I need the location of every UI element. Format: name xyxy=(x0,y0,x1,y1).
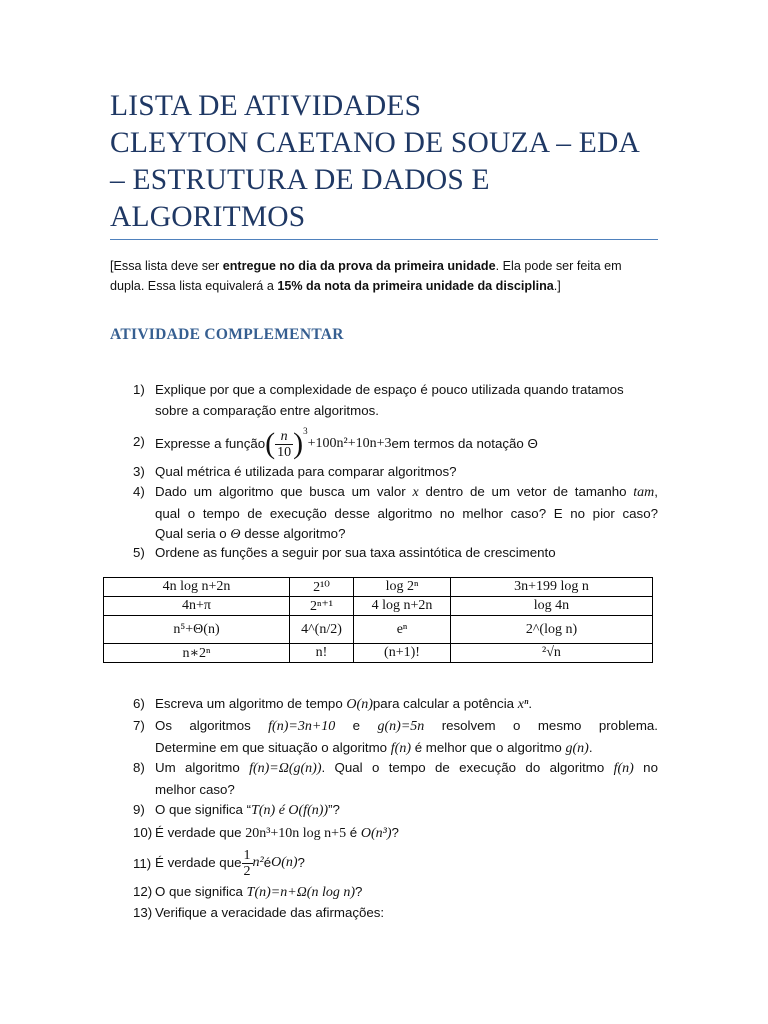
text-run: no xyxy=(633,760,658,775)
question-number: 5) xyxy=(133,545,145,560)
table-cell: 4n+π xyxy=(104,597,290,616)
title-line-3: – ESTRUTURA DE DADOS E xyxy=(110,164,490,196)
question-number: 3) xyxy=(133,464,145,479)
math-expression: T(n) é O(f(n)) xyxy=(251,803,329,818)
table-cell: (n+1)! xyxy=(354,644,451,663)
math-expression: g(n)=5n xyxy=(377,719,425,734)
math-expression: f(n)=3n+10 xyxy=(268,719,336,734)
question-text-line: sobre a comparação entre algoritmos. xyxy=(155,402,379,418)
intro-paragraph xyxy=(110,257,655,296)
math-expression: O(n³) xyxy=(360,826,392,841)
math-expression: T(n)=n+Ω(n log n) xyxy=(246,885,355,900)
question-text: Expresse a função xyxy=(155,436,266,452)
text-run: . xyxy=(528,696,533,711)
fraction-numerator: n xyxy=(275,429,293,445)
question-11 xyxy=(133,845,658,881)
question-text: é xyxy=(263,855,272,870)
question-text-line xyxy=(155,716,658,738)
table-cell: log 2ⁿ xyxy=(354,578,451,597)
text-run: Determine em que situação o algoritmo xyxy=(155,739,391,755)
text-run: desse algoritmo? xyxy=(240,526,346,541)
math-expression: n² xyxy=(252,855,264,870)
text-run: resolvem o mesmo problema. xyxy=(424,718,658,733)
intro-bold-1: entregue no dia da prova da primeira unidade xyxy=(222,259,496,273)
paren-right: ) xyxy=(293,427,304,461)
text-run: para calcular a potência xyxy=(372,696,518,711)
fraction-denominator: 10 xyxy=(277,444,292,460)
question-text-line xyxy=(155,738,658,760)
fraction xyxy=(242,848,253,879)
question-text-line: melhor caso? xyxy=(155,781,235,797)
text-run: ”? xyxy=(328,802,340,817)
question-number: 13) xyxy=(133,905,153,920)
text-run: dentro de um vetor de tamanho xyxy=(418,484,634,499)
question-text: É verdade que xyxy=(155,855,242,870)
question-2 xyxy=(133,421,658,459)
text-run: é melhor que o algoritmo xyxy=(411,739,566,755)
math-expression: O(n) xyxy=(271,855,298,870)
math-expression: g(n) xyxy=(565,740,589,756)
question-number: 4) xyxy=(133,484,145,499)
text-run: ? xyxy=(391,825,399,840)
question-text-line: qual o tempo de execução desse algoritmo no melhor caso? E no pior caso? xyxy=(155,505,658,521)
question-text-line: Explique por que a complexidade de espaço é pouco utilizada quando tratamos xyxy=(155,382,624,397)
math-var: Θ xyxy=(230,527,241,542)
text-run: ? xyxy=(355,884,363,899)
text-run: O que significa xyxy=(155,884,247,899)
math-expression: +100n²+10n+3 xyxy=(307,436,392,452)
table-cell: n⁵+Θ(n) xyxy=(104,616,290,644)
text-run: e xyxy=(335,718,378,733)
text-run: O que significa “ xyxy=(155,802,252,817)
table-cell: 4 log n+2n xyxy=(354,597,451,616)
table-cell: n! xyxy=(290,644,354,663)
table-cell: ²√n xyxy=(451,644,653,663)
fraction-denominator: 2 xyxy=(243,863,251,879)
text-run: Qual seria o xyxy=(155,526,231,541)
table-row xyxy=(104,597,653,616)
title-line-1: LISTA DE ATIVIDADES xyxy=(110,90,422,122)
text-run: é xyxy=(346,825,361,840)
text-run: Dado um algoritmo que busca um valor xyxy=(155,484,413,499)
title-line-2: CLEYTON CAETANO DE SOUZA – EDA xyxy=(110,127,640,159)
fraction-numerator: 1 xyxy=(243,847,251,863)
intro-text-3: .] xyxy=(553,278,561,293)
math-expression: xⁿ xyxy=(517,697,529,712)
table-cell: 3n+199 log n xyxy=(451,578,653,597)
question-text: ? xyxy=(297,855,305,870)
text-run: Escreva um algoritmo de tempo xyxy=(155,696,347,711)
title-divider xyxy=(110,239,658,240)
question-number: 7) xyxy=(133,718,145,733)
table-cell: 4n log n+2n xyxy=(104,578,290,597)
section-heading: ATIVIDADE COMPLEMENTAR xyxy=(110,326,344,343)
question-number: 2) xyxy=(133,434,145,449)
table-row xyxy=(104,644,653,663)
fraction xyxy=(275,429,293,460)
table-cell: n∗2ⁿ xyxy=(104,644,290,663)
question-number: 10) xyxy=(133,825,153,840)
functions-table xyxy=(103,577,653,663)
text-run: É verdade que xyxy=(155,825,246,840)
table-cell: 2^(log n) xyxy=(451,616,653,644)
text-run: Um algoritmo xyxy=(155,760,250,775)
paren-left: ( xyxy=(265,427,276,461)
intro-text-1: [Essa lista deve ser xyxy=(110,259,223,273)
document-title xyxy=(110,88,670,236)
question-text: em termos da notação Θ xyxy=(391,436,538,452)
math-expression: f(n) xyxy=(390,740,411,756)
question-text-line xyxy=(155,758,658,780)
question-text: Qual métrica é utilizada para comparar algoritmos? xyxy=(155,464,457,479)
math-expression: O(n) xyxy=(346,697,373,712)
table-cell: 4^(n/2) xyxy=(290,616,354,644)
text-run: . Qual o tempo de execução do algoritmo xyxy=(321,760,614,775)
table-cell: 2¹⁰ xyxy=(290,578,354,597)
text-run: . xyxy=(588,739,593,755)
intro-text-2: . Ela pode ser feita em dupla. Essa lista equivalerá a xyxy=(110,259,622,293)
math-expression: f(n)=Ω(g(n)) xyxy=(249,761,322,776)
question-number: 11) xyxy=(133,856,152,871)
math-var: x xyxy=(412,485,419,500)
question-text: Verifique a veracidade das afirmações: xyxy=(155,905,385,920)
question-number: 8) xyxy=(133,760,145,775)
table-cell: eⁿ xyxy=(354,616,451,644)
question-number: 6) xyxy=(133,696,145,711)
text-run: , xyxy=(654,484,658,499)
exponent: 3 xyxy=(303,426,308,436)
table-cell: log 4n xyxy=(451,597,653,616)
math-expression: 20n³+10n log n+5 xyxy=(245,826,347,841)
question-text: Ordene as funções a seguir por sua taxa assintótica de crescimento xyxy=(155,545,556,560)
table-row xyxy=(104,578,653,597)
text-run: Os algoritmos xyxy=(155,718,269,733)
question-number: 9) xyxy=(133,802,145,817)
intro-bold-2: 15% da nota da primeira unidade da disciplina xyxy=(277,278,554,293)
math-var: tam xyxy=(633,485,655,500)
table-cell: 2ⁿ⁺¹ xyxy=(290,597,354,616)
math-expression: f(n) xyxy=(613,761,634,776)
title-line-4: ALGORITMOS xyxy=(110,201,306,233)
question-text-line xyxy=(155,482,658,504)
table-row xyxy=(104,616,653,644)
question-number: 1) xyxy=(133,382,145,397)
question-number: 12) xyxy=(133,884,153,899)
